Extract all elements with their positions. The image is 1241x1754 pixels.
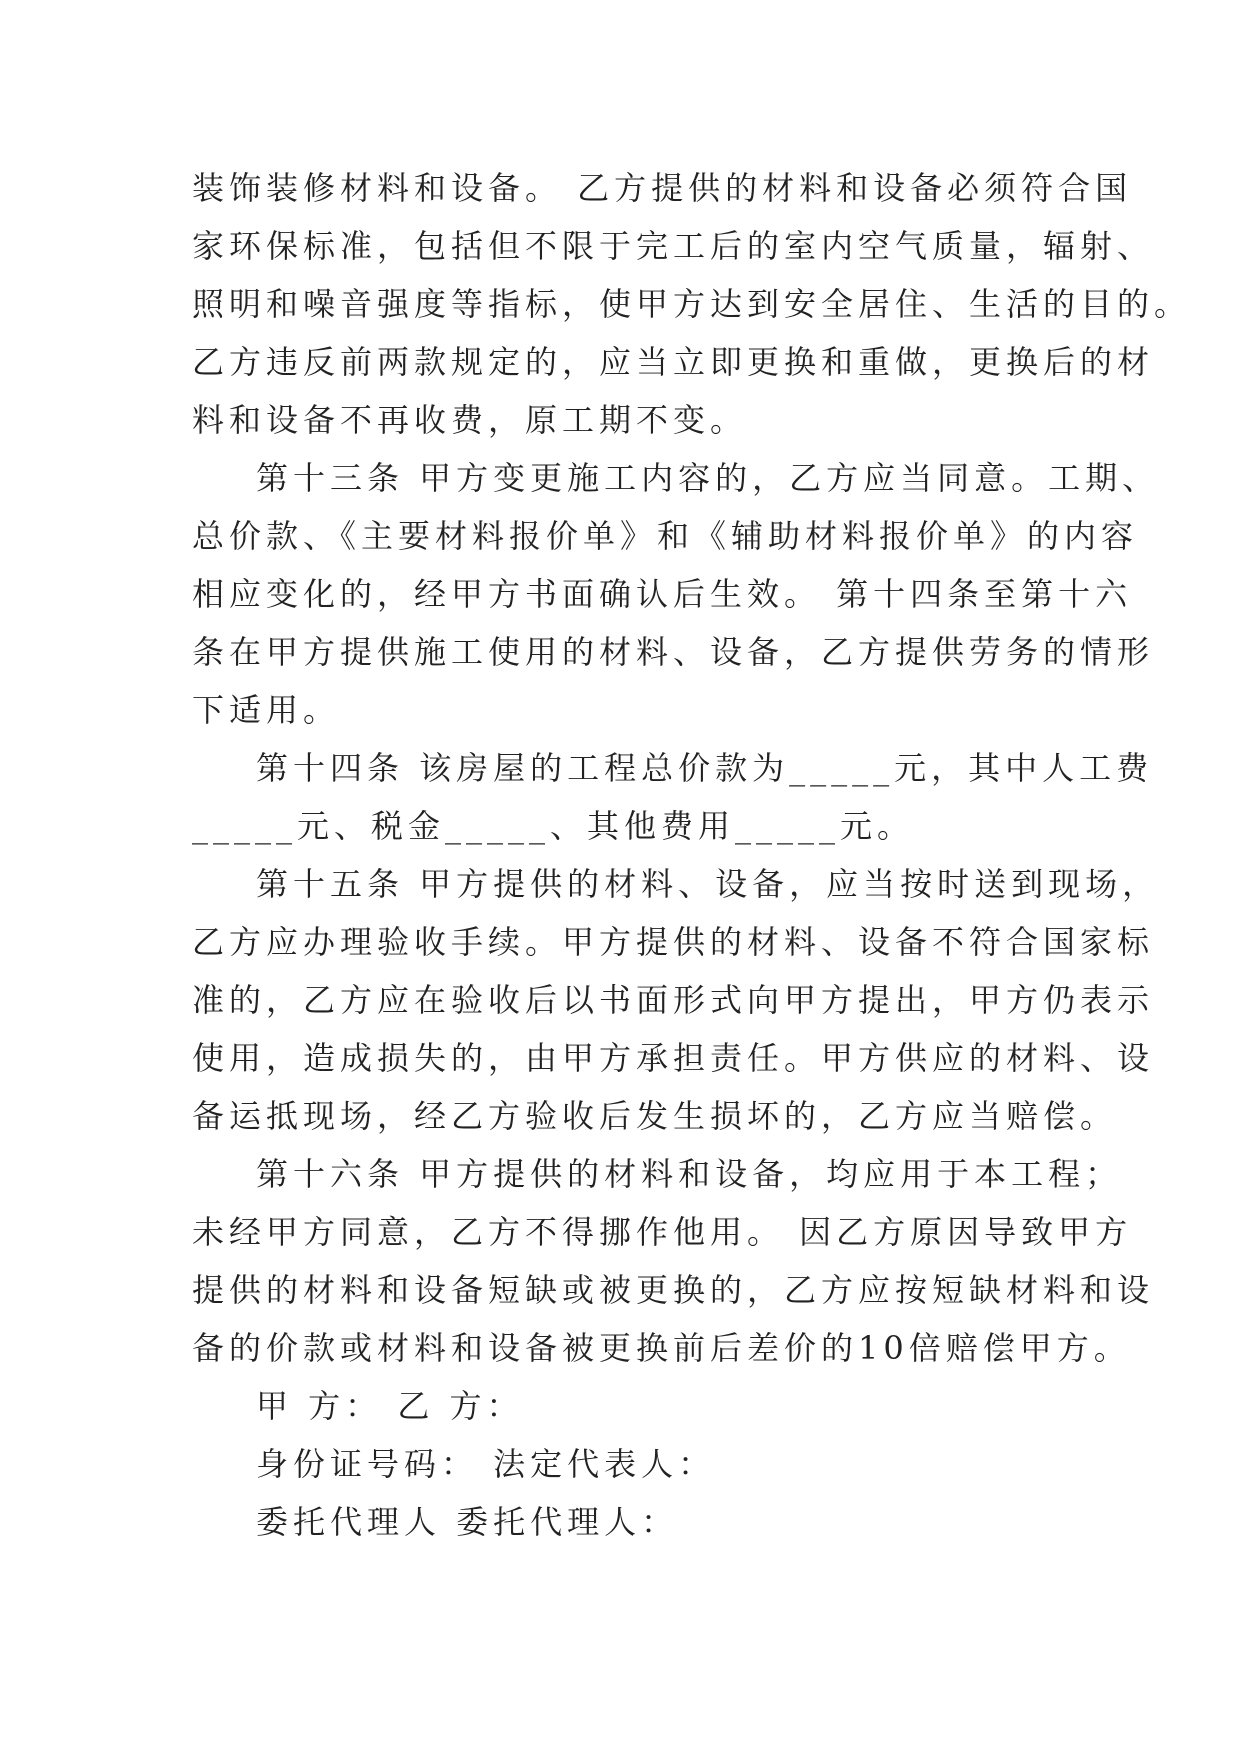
article-15-line: 第十五条 甲方提供的材料、设备，应当按时送到现场， xyxy=(256,865,1160,903)
paragraph-line: _____元、税金_____、其他费用_____元。 xyxy=(192,807,915,845)
paragraph-line: 下适用。 xyxy=(192,691,341,729)
signature-id-line: 身份证号码： 法定代表人： xyxy=(256,1445,716,1483)
paragraph-line: 使用，造成损失的，由甲方承担责任。甲方供应的材料、设 xyxy=(192,1039,1155,1077)
paragraph-line: 料和设备不再收费，原工期不变。 xyxy=(192,401,748,439)
article-14-line: 第十四条 该房屋的工程总价款为_____元，其中人工费 xyxy=(256,749,1154,787)
paragraph-line: 装饰装修材料和设备。 乙方提供的材料和设备必须符合国 xyxy=(192,169,1133,207)
paragraph-line: 乙方违反前两款规定的，应当立即更换和重做，更换后的材 xyxy=(192,343,1155,381)
paragraph-line: 提供的材料和设备短缺或被更换的，乙方应按短缺材料和设 xyxy=(192,1271,1155,1309)
paragraph-line: 相应变化的，经甲方书面确认后生效。 第十四条至第十六 xyxy=(192,575,1133,613)
paragraph-line: 准的，乙方应在验收后以书面形式向甲方提出，甲方仍表示 xyxy=(192,981,1155,1019)
article-16-line: 第十六条 甲方提供的材料和设备，均应用于本工程； xyxy=(256,1155,1123,1193)
signature-party-line: 甲 方： 乙 方： xyxy=(256,1387,524,1425)
paragraph-line: 家环保标准，包括但不限于完工后的室内空气质量，辐射、 xyxy=(192,227,1155,265)
paragraph-line: 总价款、《主要材料报价单》和《辅助材料报价单》的内容 xyxy=(192,517,1139,555)
paragraph-line: 备的价款或材料和设备被更换前后差价的10倍赔偿甲方。 xyxy=(192,1329,1131,1367)
signature-agent-line: 委托代理人 委托代理人： xyxy=(256,1503,679,1541)
paragraph-line: 照明和噪音强度等指标，使甲方达到安全居住、生活的目的。 xyxy=(192,285,1192,323)
article-13-line: 第十三条 甲方变更施工内容的，乙方应当同意。工期、 xyxy=(256,459,1160,497)
paragraph-line: 备运抵现场，经乙方验收后发生损坏的，乙方应当赔偿。 xyxy=(192,1097,1118,1135)
paragraph-line: 条在甲方提供施工使用的材料、设备，乙方提供劳务的情形 xyxy=(192,633,1155,671)
paragraph-line: 乙方应办理验收手续。甲方提供的材料、设备不符合国家标 xyxy=(192,923,1155,961)
paragraph-line: 未经甲方同意，乙方不得挪作他用。 因乙方原因导致甲方 xyxy=(192,1213,1133,1251)
